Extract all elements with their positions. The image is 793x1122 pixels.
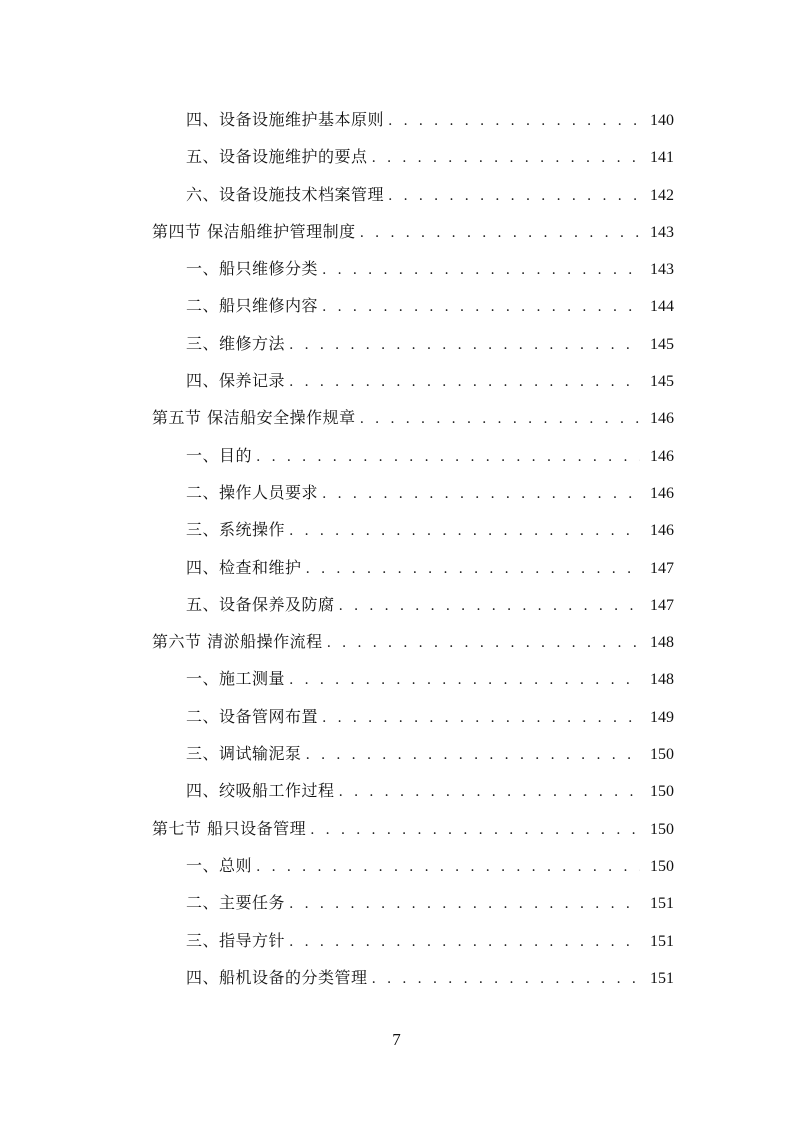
toc-entry-page: 146 bbox=[650, 447, 674, 465]
toc-section-entry[interactable] bbox=[152, 623, 674, 660]
toc-entry-page: 146 bbox=[650, 484, 674, 502]
toc-entry-title: 四、检查和维护 bbox=[186, 557, 302, 577]
toc-dot-leader bbox=[256, 849, 640, 886]
toc-entry-title: 六、设备设施技术档案管理 bbox=[186, 184, 385, 204]
toc-entry-title: 一、总则 bbox=[186, 855, 253, 875]
toc-entry-page: 149 bbox=[650, 708, 674, 726]
toc-dot-leader bbox=[322, 476, 640, 513]
toc-entry-page: 143 bbox=[650, 261, 674, 279]
toc-dot-leader bbox=[289, 662, 640, 699]
toc-entry-title: 五、设备设施维护的要点 bbox=[186, 147, 368, 167]
toc-entry[interactable] bbox=[152, 437, 674, 474]
toc-dot-leader bbox=[322, 252, 640, 289]
toc-entry-title: 二、主要任务 bbox=[186, 893, 286, 913]
toc-entry-page: 147 bbox=[650, 596, 674, 614]
toc-entry[interactable] bbox=[152, 884, 674, 921]
toc-entry-page: 144 bbox=[650, 298, 674, 316]
toc-entry-page: 151 bbox=[650, 969, 674, 987]
toc-entry[interactable] bbox=[152, 959, 674, 996]
toc-entry-title: 一、船只维修分类 bbox=[186, 259, 319, 279]
toc-entry-page: 150 bbox=[650, 820, 674, 838]
toc-entry-page: 145 bbox=[650, 335, 674, 353]
toc-dot-leader bbox=[388, 103, 640, 140]
toc-dot-leader bbox=[339, 588, 640, 625]
toc-entry[interactable] bbox=[152, 362, 674, 399]
toc-entry-page: 147 bbox=[650, 559, 674, 577]
toc-entry[interactable] bbox=[152, 325, 674, 362]
toc-dot-leader bbox=[289, 327, 640, 364]
toc-entry-title: 二、船只维修内容 bbox=[186, 296, 319, 316]
toc-entry-page: 151 bbox=[650, 932, 674, 950]
toc-entry[interactable] bbox=[152, 287, 674, 324]
toc-entry-page: 150 bbox=[650, 857, 674, 875]
toc-entry-title: 第六节 清淤船操作流程 bbox=[152, 632, 323, 652]
toc-section-entry[interactable] bbox=[152, 213, 674, 250]
toc-entry-page: 140 bbox=[650, 112, 674, 129]
toc-dot-leader bbox=[388, 178, 640, 215]
toc-dot-leader bbox=[289, 364, 640, 401]
toc-entry-page: 151 bbox=[650, 895, 674, 913]
toc-dot-leader bbox=[310, 812, 640, 849]
table-of-contents bbox=[152, 101, 674, 996]
toc-entry-title: 第四节 保洁船维护管理制度 bbox=[152, 221, 356, 241]
toc-entry-title: 一、施工测量 bbox=[186, 669, 286, 689]
toc-entry[interactable] bbox=[152, 549, 674, 586]
toc-entry-title: 三、系统操作 bbox=[186, 520, 286, 540]
toc-entry-page: 146 bbox=[650, 410, 674, 428]
toc-entry[interactable] bbox=[152, 138, 674, 175]
toc-entry[interactable] bbox=[152, 250, 674, 287]
toc-section-entry[interactable] bbox=[152, 810, 674, 847]
toc-dot-leader bbox=[322, 700, 640, 737]
toc-entry[interactable] bbox=[152, 847, 674, 884]
toc-dot-leader bbox=[322, 289, 640, 326]
toc-entry-page: 145 bbox=[650, 373, 674, 391]
toc-section-entry[interactable] bbox=[152, 399, 674, 436]
toc-entry-title: 一、目的 bbox=[186, 445, 253, 465]
toc-entry-page: 142 bbox=[650, 186, 674, 204]
toc-dot-leader bbox=[360, 215, 640, 252]
toc-dot-leader bbox=[289, 513, 640, 550]
toc-entry-page: 146 bbox=[650, 522, 674, 540]
toc-entry-page: 150 bbox=[650, 783, 674, 801]
toc-entry-title: 四、绞吸船工作过程 bbox=[186, 781, 335, 801]
page-number: 7 bbox=[392, 1030, 401, 1049]
toc-entry-title: 第七节 船只设备管理 bbox=[152, 818, 307, 838]
toc-dot-leader bbox=[289, 924, 640, 961]
toc-entry[interactable] bbox=[152, 660, 674, 697]
toc-entry-title: 二、设备管网布置 bbox=[186, 706, 319, 726]
toc-entry-title: 三、维修方法 bbox=[186, 333, 286, 353]
toc-entry-title: 第五节 保洁船安全操作规章 bbox=[152, 408, 356, 428]
toc-entry[interactable] bbox=[152, 772, 674, 809]
toc-dot-leader bbox=[306, 551, 640, 588]
toc-dot-leader bbox=[339, 774, 640, 811]
toc-entry-page: 143 bbox=[650, 223, 674, 241]
toc-entry[interactable] bbox=[152, 511, 674, 548]
toc-entry-page: 148 bbox=[650, 671, 674, 689]
toc-dot-leader bbox=[289, 886, 640, 923]
toc-entry-title: 五、设备保养及防腐 bbox=[186, 594, 335, 614]
toc-dot-leader bbox=[360, 401, 640, 438]
toc-entry[interactable] bbox=[152, 586, 674, 623]
toc-entry[interactable] bbox=[152, 101, 674, 138]
toc-entry-title: 二、操作人员要求 bbox=[186, 482, 319, 502]
toc-entry-title: 四、保养记录 bbox=[186, 371, 286, 391]
toc-dot-leader bbox=[372, 140, 640, 177]
toc-entry[interactable] bbox=[152, 698, 674, 735]
toc-dot-leader bbox=[327, 625, 640, 662]
toc-entry[interactable] bbox=[152, 176, 674, 213]
toc-entry[interactable] bbox=[152, 474, 674, 511]
toc-entry-title: 三、调试输泥泵 bbox=[186, 744, 302, 764]
toc-entry-page: 148 bbox=[650, 634, 674, 652]
toc-entry-title: 四、设备设施维护基本原则 bbox=[186, 110, 385, 129]
toc-entry-title: 三、指导方针 bbox=[186, 930, 286, 950]
toc-dot-leader bbox=[256, 439, 640, 476]
toc-dot-leader bbox=[372, 961, 640, 998]
toc-entry[interactable] bbox=[152, 922, 674, 959]
toc-entry-page: 150 bbox=[650, 746, 674, 764]
toc-dot-leader bbox=[306, 737, 640, 774]
toc-entry-title: 四、船机设备的分类管理 bbox=[186, 967, 368, 987]
toc-entry[interactable] bbox=[152, 735, 674, 772]
toc-entry-page: 141 bbox=[650, 149, 674, 167]
